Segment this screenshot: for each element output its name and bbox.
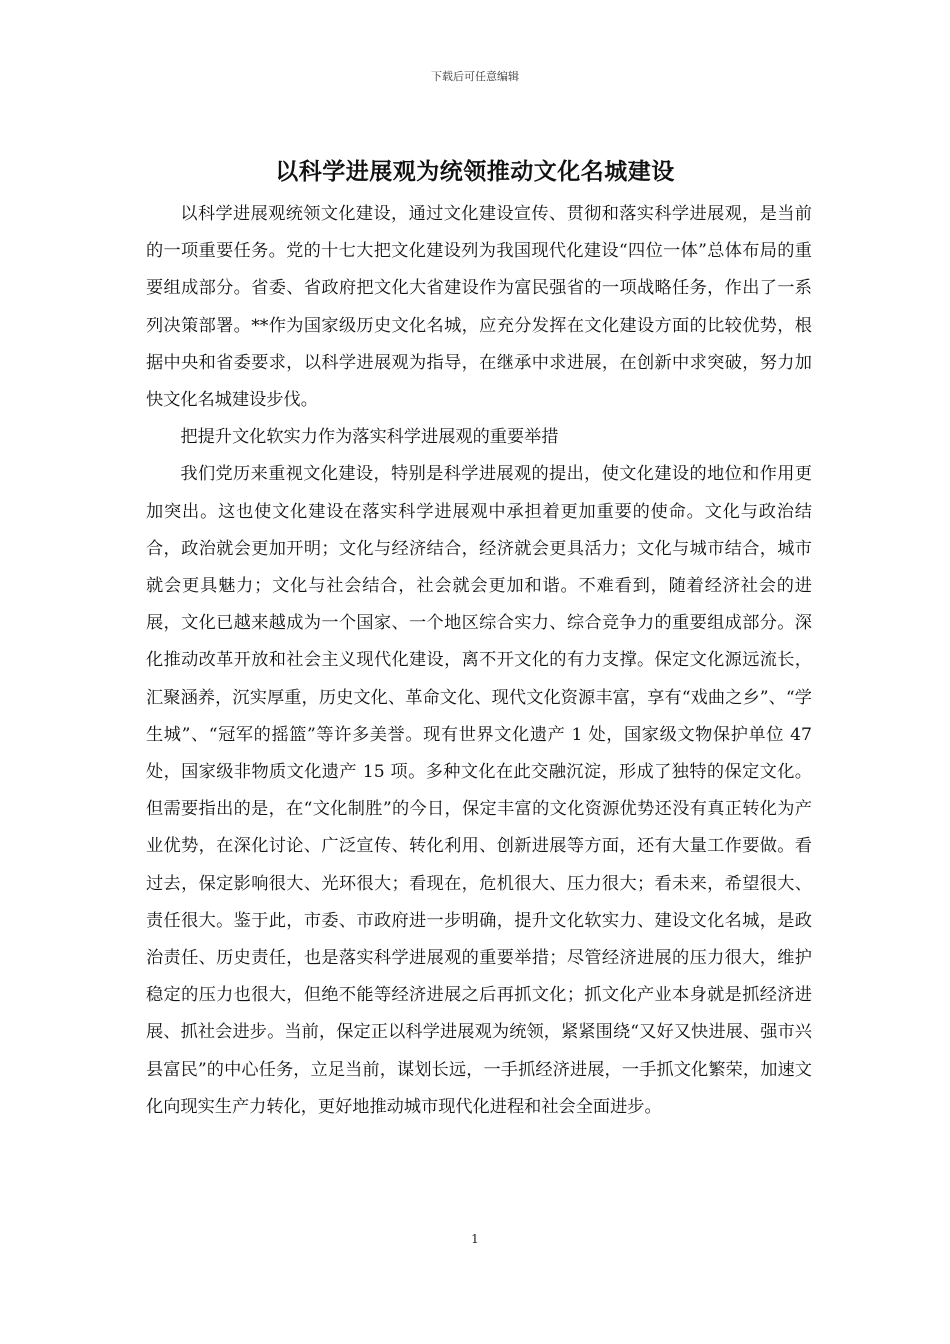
document-body — [146, 196, 812, 1126]
paragraph-main: 我们党历来重视文化建设，特别是科学进展观的提出，使文化建设的地位和作用更加突出。这也使文化建设在落实科学进展观中承担着更加重要的使命。文化与政治结合，政治就会更加开明；文化与经济结合，经济就会更具活力；文化与城市结合，城市就会更具魅力；文化与社会结合，社会就会更加和谐。不难看到，随着经济社会的进展，文化已越来越成为一个国家、一个地区综合实力、综合竞争力的重要组成部分。深化推动改革开放和社会主义现代化建设，离不开文化的有力支撑。保定文化源远流长，汇聚涵养，沉实厚重，历史文化、革命文化、现代文化资源丰富，享有“戏曲之乡”、“学生城”、“冠军的摇篮”等许多美誉。现有世界文化遗产 1 处，国家级文物保护单位 47 处，国家级非物质文化遗产 15 项。多种文化在此交融沉淀，形成了独特的保定文化。但需要指出的是，在“文化制胜”的今日，保定丰富的文化资源优势还没有真正转化为产业优势，在深化讨论、广泛宣传、转化利用、创新进展等方面，还有大量工作要做。看过去，保定影响很大、光环很大；看现在，危机很大、压力很大；看未来，希望很大、责任很大。鉴于此，市委、市政府进一步明确，提升文化软实力、建设文化名城，是政治责任、历史责任，也是落实科学进展观的重要举措；尽管经济进展的压力很大，维护稳定的压力也很大，但绝不能等经济进展之后再抓文化；抓文化产业本身就是抓经济进展、抓社会进步。当前，保定正以科学进展观为统领，紧紧围绕“又好又快进展、强市兴县富民”的中心任务，立足当前，谋划长远，一手抓经济进展，一手抓文化繁荣，加速文化向现实生产力转化，更好地推动城市现代化进程和社会全面进步。 — [146, 464, 812, 1117]
paragraph-intro: 以科学进展观统领文化建设，通过文化建设宣传、贯彻和落实科学进展观，是当前的一项重要任务。党的十七大把文化建设列为我国现代化建设“四位一体”总体布局的重要组成部分。省委、省政府把文化大省建设作为富民强省的一项战略任务，作出了一系列决策部署。**作为国家级历史文化名城，应充分发挥在文化建设方面的比较优势，根据中央和省委要求，以科学进展观为指导，在继承中求进展，在创新中求突破，努力加快文化名城建设步伐。 — [146, 204, 812, 411]
page-number: 1 — [471, 1232, 479, 1246]
header-note: 下载后可任意编辑 — [431, 70, 519, 83]
paragraph-section-heading: 把提升文化软实力作为落实科学进展观的重要举措 — [180, 427, 559, 448]
document-title: 以科学进展观为统领推动文化名城建设 — [275, 158, 675, 185]
